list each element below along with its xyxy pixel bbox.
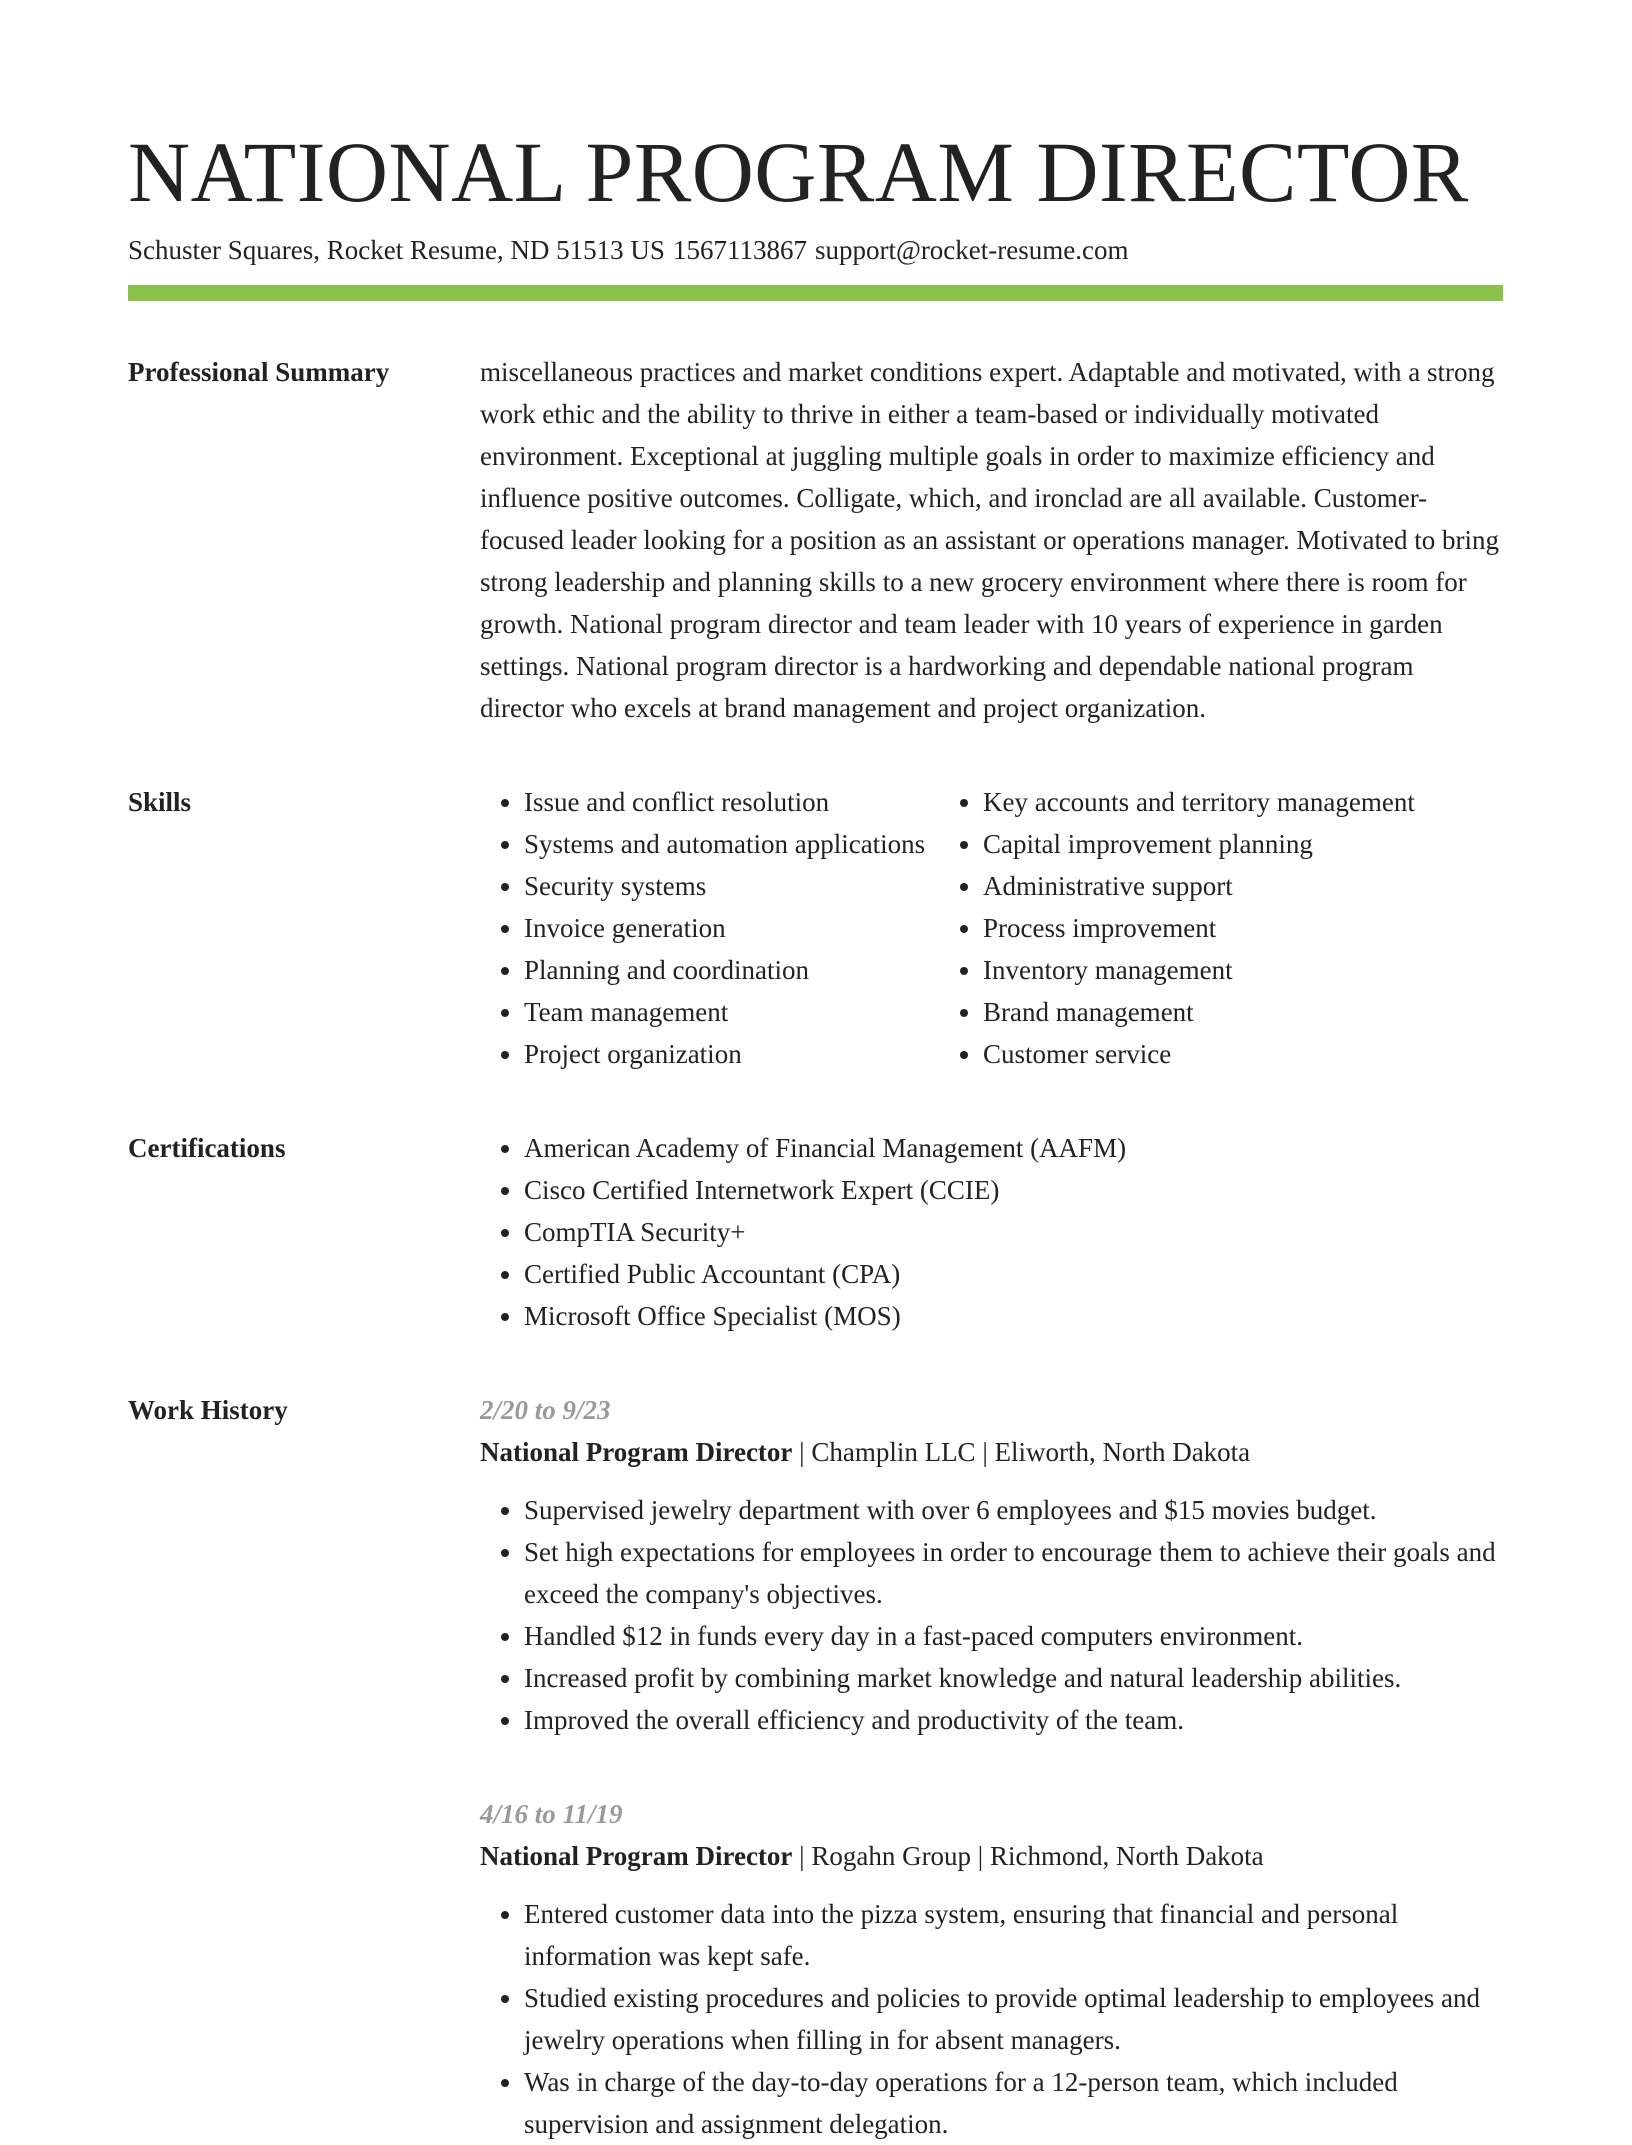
contact-phone: 1567113867 — [672, 235, 807, 265]
skills-list-right — [939, 781, 1503, 1075]
job-bullet: • Studied existing procedures and policies to provide optimal leadership to employees and jewelry operations when filling in for absent managers. — [524, 1977, 1503, 2061]
certification-item: • American Academy of Financial Management (AAFM) — [524, 1127, 1503, 1169]
skill-item: • Planning and coordination — [524, 949, 939, 991]
skill-item: • Issue and conflict resolution — [524, 781, 939, 823]
job-details: | Champlin LLC | Eliworth, North Dakota — [792, 1437, 1251, 1467]
certification-item: • Certified Public Accountant (CPA) — [524, 1253, 1503, 1295]
skill-item: • Capital improvement planning — [983, 823, 1503, 865]
job-header — [480, 1431, 1503, 1473]
job-header — [480, 1835, 1503, 1877]
resume-page — [128, 0, 1503, 2145]
skill-item: • Security systems — [524, 865, 939, 907]
certifications-section — [128, 1127, 1503, 1337]
job-entry — [480, 1793, 1503, 2145]
summary-text: miscellaneous practices and market conditions expert. Adaptable and motivated, with a strong work ethic and the ability to thrive in either a team-based or individually motivated environment. Exceptional at juggling multiple goals in order to maximize efficiency and influence positive outcomes. Colligate, which, and ironclad are all available. Customer-focused leader looking for a position as an assistant or operations manager. Motivated to bring strong leadership and planning skills to a new grocery environment where there is room for growth. National program director and team leader with 10 years of experience in garden settings. National program director is a hardworking and dependable national program director who excels at brand management and project organization. — [480, 357, 1499, 723]
skill-item: • Key accounts and territory management — [983, 781, 1503, 823]
skill-item: • Brand management — [983, 991, 1503, 1033]
contact-email[interactable]: support@rocket-resume.com — [814, 235, 1129, 265]
job-title: National Program Director — [480, 1437, 793, 1467]
job-bullets — [480, 1893, 1503, 2145]
certification-item: • Cisco Certified Internetwork Expert (CCIE) — [524, 1169, 1503, 1211]
skills-title: Skills — [128, 787, 192, 817]
skill-item: • Invoice generation — [524, 907, 939, 949]
work-history-section — [128, 1389, 1503, 2145]
job-details: | Rogahn Group | Richmond, North Dakota — [792, 1841, 1264, 1871]
skill-item: • Administrative support — [983, 865, 1503, 907]
certifications-list — [480, 1127, 1503, 1337]
skill-item: • Systems and automation applications — [524, 823, 939, 865]
certifications-title: Certifications — [128, 1133, 286, 1163]
resume-name-heading: NATIONAL PROGRAM DIRECTOR — [128, 124, 1469, 220]
contact-line — [128, 232, 1503, 268]
certification-item: • Microsoft Office Specialist (MOS) — [524, 1295, 1503, 1337]
summary-section — [128, 351, 1503, 729]
job-dates: 4/16 to 11/19 — [480, 1799, 623, 1829]
skill-item: • Project organization — [524, 1033, 939, 1075]
work-history-title: Work History — [128, 1395, 288, 1425]
skills-list-left — [480, 781, 939, 1075]
job-bullet: • Entered customer data into the pizza system, ensuring that financial and personal information was kept safe. — [524, 1893, 1503, 1977]
summary-title: Professional Summary — [128, 357, 390, 387]
job-dates: 2/20 to 9/23 — [480, 1395, 611, 1425]
job-bullet: • Supervised jewelry department with over 6 employees and $15 movies budget. — [524, 1489, 1503, 1531]
job-bullet: • Set high expectations for employees in order to encourage them to achieve their goals and exceed the company's objectives. — [524, 1531, 1503, 1615]
job-bullet: • Was in charge of the day-to-day operations for a 12-person team, which included supervision and assignment delegation. — [524, 2061, 1503, 2145]
job-bullet: • Increased profit by combining market knowledge and natural leadership abilities. — [524, 1657, 1503, 1699]
job-bullets — [480, 1489, 1503, 1741]
certification-item: • CompTIA Security+ — [524, 1211, 1503, 1253]
job-bullet: • Improved the overall efficiency and productivity of the team. — [524, 1699, 1503, 1741]
skills-section — [128, 781, 1503, 1075]
skill-item: • Team management — [524, 991, 939, 1033]
job-title: National Program Director — [480, 1841, 793, 1871]
skill-item: • Inventory management — [983, 949, 1503, 991]
skill-item: • Customer service — [983, 1033, 1503, 1075]
skill-item: • Process improvement — [983, 907, 1503, 949]
accent-divider — [128, 285, 1503, 301]
job-bullet: • Handled $12 in funds every day in a fast-paced computers environment. — [524, 1615, 1503, 1657]
contact-address: Schuster Squares, Rocket Resume, ND 51513 US — [128, 235, 665, 265]
job-entry — [480, 1389, 1503, 1741]
